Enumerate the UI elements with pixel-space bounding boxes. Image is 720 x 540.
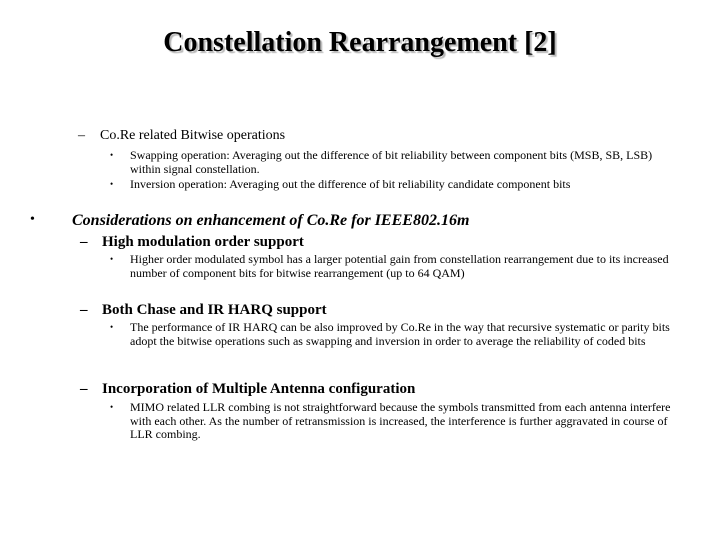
dash-marker: – (80, 234, 88, 250)
bullet-marker: • (110, 322, 114, 332)
dash-marker: – (80, 302, 88, 318)
dash-marker: – (80, 381, 88, 397)
item-chase-ir-detail (110, 321, 680, 348)
bullet-marker: • (110, 150, 114, 160)
item-core-bitwise (78, 128, 285, 144)
item-mimo (80, 381, 415, 398)
item-chase-ir-label: Both Chase and IR HARQ support (102, 302, 327, 318)
item-considerations-label: Considerations on enhancement of Co.Re for IEEE802.16m (72, 212, 470, 229)
slide-title: Constellation Rearrangement [2] (163, 27, 557, 58)
item-high-mod-detail (110, 253, 680, 280)
item-inversion (110, 178, 680, 192)
item-mimo-label: Incorporation of Multiple Antenna configuration (102, 381, 416, 397)
item-high-mod-detail-text: Higher order modulated symbol has a larger potential gain from constellation rearrangement due to its increased number of component bits for bitwise rearrangement (up to 64 QAM) (130, 252, 669, 280)
item-chase-ir (80, 302, 327, 319)
item-inversion-text: Inversion operation: Averaging out the difference of bit reliability candidate component bits (130, 177, 571, 191)
bullet-marker: • (110, 179, 114, 189)
item-high-mod (80, 234, 304, 251)
bullet-marker: • (110, 254, 114, 264)
item-mimo-detail-text: MIMO related LLR combing is not straightforward because the symbols transmitted from each antenna interfere with each other. As the number of retransmission is increased, the interference is further aggravated in course of LLR combing. (130, 400, 671, 441)
item-swap-text: Swapping operation: Averaging out the difference of bit reliability between component bits (MSB, SB, LSB) within signal constellation. (130, 148, 653, 176)
item-chase-ir-detail-text: The performance of IR HARQ can be also improved by Co.Re in the way that recursive systematic or parity bits adopt the bitwise operations such as swapping and inversion in order to average the reliability of coded bits (130, 320, 670, 348)
item-swap (110, 149, 680, 176)
item-considerations (30, 212, 469, 230)
main-bullet-marker: • (30, 212, 35, 227)
bullet-marker: • (110, 402, 114, 412)
item-high-mod-label: High modulation order support (102, 234, 304, 250)
dash-marker: – (78, 128, 85, 143)
item-mimo-detail (110, 401, 680, 442)
item-core-bitwise-label: Co.Re related Bitwise operations (100, 128, 286, 143)
